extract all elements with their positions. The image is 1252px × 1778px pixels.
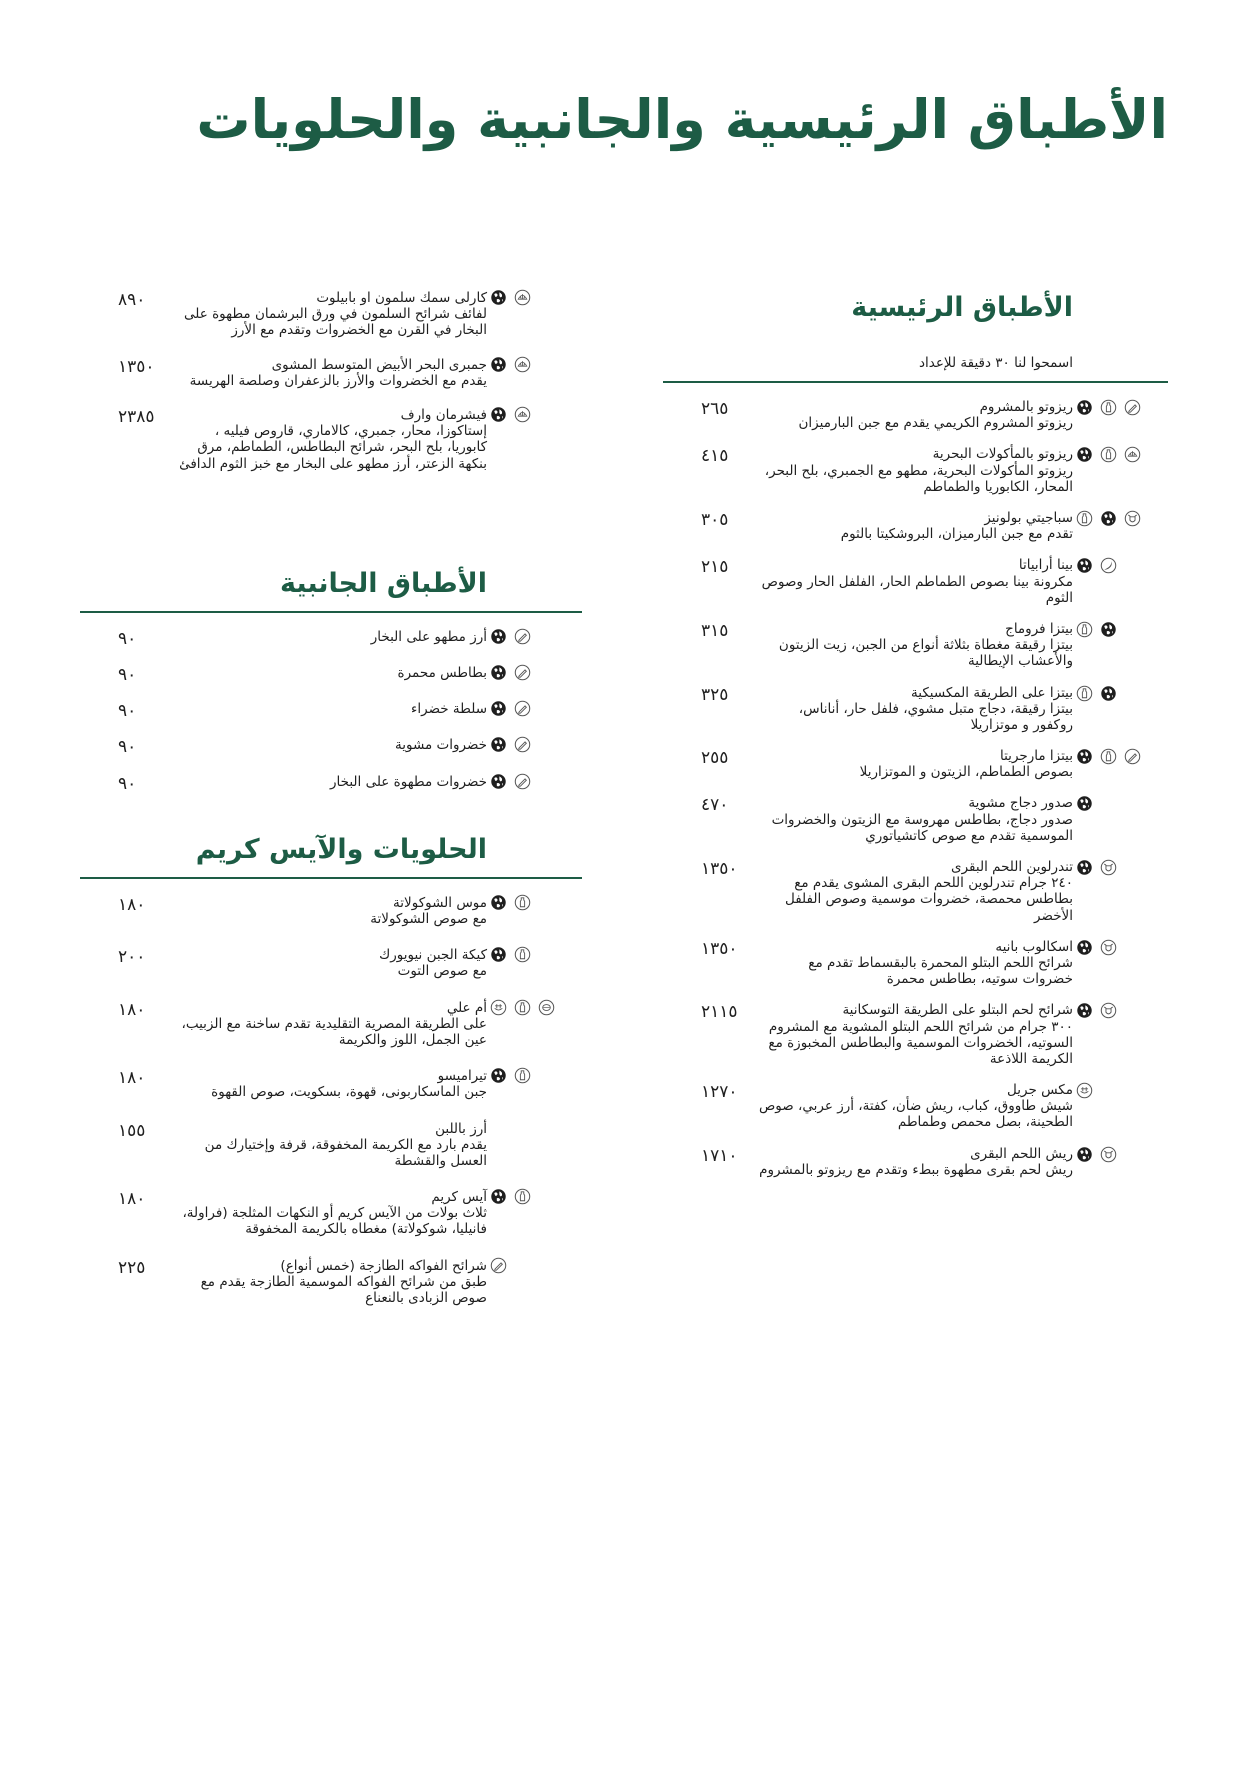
menu-item: [80, 1000, 582, 1049]
menu-item: [80, 664, 582, 685]
pencil-icon: [514, 628, 531, 645]
side-dishes-list: [80, 628, 582, 794]
item-description: يقدم بارد مع الكريمة المخفوقة، قرفة وإختيارك من العسل والقشطة: [204, 1136, 487, 1169]
item-text: [755, 859, 1073, 924]
globe-icon: [1100, 685, 1117, 702]
bottle-icon: [1100, 399, 1117, 416]
dietary-icons: [1076, 795, 1152, 812]
shell-icon: [514, 406, 531, 423]
main-courses-divider: [663, 381, 1168, 383]
item-text: [172, 665, 487, 681]
item-description: لفائف شرائح السلمون في ورق البرشمان مطهوة على البخار في القرن مع الخضروات وتقدم مع الأرز: [184, 306, 487, 339]
side-dishes-divider: [80, 611, 582, 613]
menu-item: [663, 859, 1168, 924]
pencil-icon: [1124, 748, 1141, 765]
bottle-icon: [1076, 685, 1093, 702]
bottle-icon: [1076, 510, 1093, 527]
menu-item: [663, 621, 1168, 670]
menu-item: [80, 357, 582, 389]
item-text: [172, 407, 487, 472]
item-price: ١٣٥٠: [118, 356, 155, 377]
item-text: [172, 701, 487, 717]
globe-icon: [490, 406, 507, 423]
item-description: تقدم مع جبن البارميزان، البروشكيتا بالثوم: [840, 526, 1073, 543]
dietary-icons: [490, 1188, 566, 1205]
globe-icon: [490, 946, 507, 963]
dietary-icons: [1076, 859, 1152, 876]
dietary-icons: [490, 773, 566, 790]
item-price: ١٣٥٠: [701, 938, 738, 959]
item-name: ريزوتو بالمأكولات البحرية: [932, 446, 1073, 463]
globe-icon: [490, 894, 507, 911]
item-price: ٤١٥: [701, 446, 729, 467]
dietary-icons: [490, 894, 566, 911]
page-title: الأطباق الرئيسية والجانبية والحلويات: [196, 88, 1168, 151]
left-column: [80, 290, 582, 1326]
item-price: ٤٧٠: [701, 795, 729, 816]
item-price: ١٢٧٠: [701, 1082, 738, 1103]
item-text: [755, 1082, 1073, 1131]
dietary-icons: [1076, 1146, 1152, 1163]
item-text: [172, 1121, 487, 1170]
cow-icon: [1100, 859, 1117, 876]
item-name: مكس جريل: [1007, 1082, 1073, 1099]
menu-item: [663, 939, 1168, 988]
item-price: ٨٩٠: [118, 290, 146, 310]
dietary-icons: [490, 628, 566, 645]
item-description: شرائح اللحم البتلو المحمرة بالبقسماط تقدم مع خضروات سوتيه، بطاطس محمرة: [808, 954, 1073, 988]
item-name: كيكة الجبن نيويورك: [379, 947, 487, 964]
menu-item: [663, 1146, 1168, 1178]
dietary-icons: [490, 356, 566, 373]
item-name: آيس كريم: [431, 1189, 487, 1206]
item-description: ٢٤٠ جرام تندرلوين اللحم البقرى المشوى يقدم مع بطاطس محمصة، خضروات موسمية وصوص الفلفل الأخضر: [784, 875, 1073, 924]
item-description: شيش طاووق، كباب، ريش ضأن، كفتة، أرز عربي، صوص الطحينة، بصل محمص وطماطم: [758, 1098, 1073, 1131]
item-price: ٢١١٥: [701, 1002, 738, 1023]
item-price: ٩٠: [118, 701, 137, 722]
menu-item: [80, 773, 582, 794]
item-name: فيشرمان وارف: [400, 406, 487, 423]
item-text: [755, 399, 1073, 431]
item-description: ريزوتو المشروم الكريمي يقدم مع جبن البارميزان: [798, 415, 1073, 432]
item-description: جبن الماسكاربونى، قهوة، بسكويت، صوص القهوة: [211, 1084, 487, 1101]
item-name: بينا أرابياتا: [1018, 557, 1073, 574]
item-price: ٩٠: [118, 737, 137, 758]
item-price: ٩٠: [118, 628, 137, 649]
cow-icon: [1100, 1002, 1117, 1019]
pencil-icon: [514, 664, 531, 681]
dietary-icons: [1076, 685, 1152, 702]
globe-icon: [490, 1067, 507, 1084]
menu-item: [663, 748, 1168, 780]
item-price: ١٧١٠: [701, 1145, 738, 1166]
item-name: أرز باللبن: [435, 1120, 487, 1137]
menu-item: [80, 628, 582, 649]
item-description: مكرونة بينا بصوص الطماطم الحار، الفلفل الحار وصوص الثوم: [761, 573, 1073, 606]
halal-icon: [1076, 1082, 1093, 1099]
cow-icon: [1100, 1146, 1117, 1163]
item-price: ٣٠٥: [701, 510, 729, 531]
item-name: بطاطس محمرة: [397, 664, 487, 681]
item-text: [172, 895, 487, 927]
menu-item: [80, 947, 582, 979]
bottle-icon: [514, 999, 531, 1016]
item-price: ٢٢٥: [118, 1257, 146, 1278]
item-name: شرائح الفواكه الطازجة (خمس أنواع): [280, 1257, 487, 1274]
dietary-icons: [1076, 1002, 1152, 1019]
dietary-icons: [1076, 1082, 1152, 1099]
dietary-icons: [1076, 557, 1152, 574]
globe-icon: [1100, 510, 1117, 527]
menu-item: [663, 1002, 1168, 1067]
item-price: ٩٠: [118, 773, 137, 794]
item-price: ١٨٠: [118, 1189, 146, 1210]
item-text: [755, 939, 1073, 988]
dietary-icons: [1076, 621, 1152, 638]
item-text: [172, 737, 487, 753]
menu-item: [80, 1121, 582, 1170]
menu-item: [80, 290, 582, 339]
menu-item: [80, 737, 582, 758]
menu-item: [663, 510, 1168, 542]
cow-icon: [1100, 939, 1117, 956]
dietary-icons: [490, 946, 566, 963]
item-name: موس الشوكولاتة: [393, 894, 487, 911]
item-price: ٣١٥: [701, 620, 729, 641]
dietary-icons: [490, 289, 566, 306]
side-dishes-title: الأطباق الجانبية: [279, 567, 487, 599]
item-description: صدور دجاج، بطاطس مهروسة مع الزيتون والخضروات الموسمية تقدم مع صوص كاتشياتوري: [771, 811, 1073, 844]
item-description: بيتزا رقيقة مغطاة بثلاثة أنواع من الجبن، زيت الزيتون والأعشاب الإيطالية: [778, 637, 1073, 670]
item-name: تيراميسو: [437, 1068, 487, 1085]
item-price: ٢١٥: [701, 557, 729, 578]
pencil-icon: [514, 700, 531, 717]
chili-icon: [1100, 557, 1117, 574]
item-text: [755, 748, 1073, 780]
item-name: أم علي: [446, 999, 487, 1016]
item-name: سباجيتي بولونيز: [984, 510, 1073, 527]
dietary-icons: [1076, 399, 1152, 416]
menu-item: [80, 407, 582, 472]
pencil-icon: [514, 736, 531, 753]
menu-item: [663, 557, 1168, 606]
menu-item: [80, 701, 582, 722]
item-text: [172, 1258, 487, 1307]
item-name: خضروات مطهوة على البخار: [330, 773, 487, 790]
item-text: [755, 510, 1073, 542]
globe-icon: [490, 1188, 507, 1205]
item-price: ١٣٥٠: [701, 859, 738, 880]
item-price: ٢٠٠: [118, 947, 146, 968]
menu-item: [663, 795, 1168, 844]
item-price: ٣٢٥: [701, 684, 729, 705]
dietary-icons: [490, 1067, 566, 1084]
desserts-list: [80, 895, 582, 1306]
item-description: مع صوص التوت: [397, 963, 487, 980]
item-name: ريش اللحم البقرى: [970, 1145, 1073, 1162]
item-price: ١٥٥: [118, 1120, 146, 1141]
nut-icon: [538, 999, 555, 1016]
item-name: أرز مطهو على البخار: [370, 628, 487, 645]
bottle-icon: [514, 946, 531, 963]
shell-icon: [514, 356, 531, 373]
pencil-icon: [514, 773, 531, 790]
globe-icon: [490, 356, 507, 373]
item-text: [172, 290, 487, 339]
item-text: [172, 1000, 487, 1049]
globe-icon: [1076, 446, 1093, 463]
main-courses-note: اسمحوا لنا ٣٠ دقيقة للإعداد: [919, 355, 1073, 372]
shell-icon: [514, 289, 531, 306]
desserts-title: الحلويات والآيس كريم: [195, 833, 487, 865]
item-description: مع صوص الشوكولاتة: [370, 911, 487, 927]
pencil-icon: [1124, 399, 1141, 416]
globe-icon: [1076, 859, 1093, 876]
item-text: [172, 629, 487, 645]
menu-item: [80, 1189, 582, 1238]
menu-item: [80, 895, 582, 927]
item-name: تندرلوين اللحم البقرى: [951, 859, 1073, 876]
dietary-icons: [1076, 748, 1152, 765]
item-name: اسكالوب بانيه: [995, 938, 1073, 955]
item-description: يقدم مع الخضروات والأرز بالزعفران وصلصة الهريسة: [189, 372, 487, 389]
menu-item: [663, 685, 1168, 734]
item-description: ثلاث بولات من الآيس كريم أو النكهات المثلجة (فراولة، فانيليا، شوكولاتة) مغطاه بالكريمة المخفوقة: [182, 1205, 487, 1238]
bottle-icon: [514, 1188, 531, 1205]
shell-icon: [1124, 446, 1141, 463]
item-price: ٢٥٥: [701, 748, 729, 769]
cow-icon: [1124, 510, 1141, 527]
dietary-icons: [1076, 510, 1152, 527]
item-text: [172, 1068, 487, 1100]
halal-icon: [490, 999, 507, 1016]
item-text: [755, 795, 1073, 844]
seafood-list: [80, 290, 582, 472]
item-description: إستاكوزا، محار، جمبري، كالاماري، قاروص فيليه ، كابوريا، بلح البحر، شرائح البطاطس، الطماطم، مرق بنكهة الزعتر، أرز مطهو على البخار مع خبز الثوم الدافئ: [179, 423, 487, 472]
item-name: بيتزا على الطريقة المكسيكية: [911, 684, 1073, 701]
menu-item: [663, 1082, 1168, 1131]
item-text: [755, 685, 1073, 734]
item-description: بصوص الطماطم، الزيتون و الموتزاريلا: [859, 764, 1073, 781]
item-name: بيتزا فروماج: [1005, 620, 1073, 637]
globe-icon: [490, 700, 507, 717]
main-courses-title: الأطباق الرئيسية: [851, 292, 1073, 323]
bottle-icon: [1076, 621, 1093, 638]
menu-item: [663, 446, 1168, 495]
item-description: ريش لحم بقرى مطهوة ببطء وتقدم مع ريزوتو بالمشروم: [759, 1161, 1073, 1178]
item-text: [755, 446, 1073, 495]
item-name: جمبرى البحر الأبيض المتوسط المشوى: [271, 356, 487, 373]
bottle-icon: [514, 894, 531, 911]
item-name: ريزوتو بالمشروم: [979, 399, 1073, 416]
item-description: ٣٠٠ جرام من شرائح اللحم البتلو المشوية مع المشروم السوتيه، الخضروات الموسمية والبطاطس المخبوزة مع الكريمة اللاذعة: [768, 1018, 1073, 1067]
pencil-icon: [490, 1257, 507, 1274]
item-description: بيتزا رقيقة، دجاج متبل مشوي، فلفل حار، أناناس، روكفور و موتزاريلا: [798, 700, 1073, 733]
globe-icon: [1076, 795, 1093, 812]
item-text: [755, 557, 1073, 606]
dietary-icons: [1076, 939, 1152, 956]
item-price: ١٨٠: [118, 1068, 146, 1089]
globe-icon: [490, 289, 507, 306]
item-text: [172, 947, 487, 979]
item-price: ١٨٠: [118, 999, 146, 1020]
dietary-icons: [490, 700, 566, 717]
item-text: [172, 1189, 487, 1238]
item-text: [755, 621, 1073, 670]
globe-icon: [1076, 1002, 1093, 1019]
dietary-icons: [490, 406, 566, 423]
globe-icon: [490, 628, 507, 645]
menu-item: [80, 1258, 582, 1307]
menu-item: [663, 399, 1168, 431]
bottle-icon: [514, 1067, 531, 1084]
dietary-icons: [490, 999, 566, 1016]
item-text: [172, 774, 487, 790]
item-price: ١٨٠: [118, 894, 146, 915]
dietary-icons: [1076, 446, 1152, 463]
globe-icon: [1100, 621, 1117, 638]
main-courses-list: [663, 399, 1168, 1178]
bottle-icon: [1100, 446, 1117, 463]
dietary-icons: [490, 664, 566, 681]
item-text: [755, 1146, 1073, 1178]
item-name: كارلى سمك سلمون او بابيلوت: [316, 290, 487, 306]
globe-icon: [1076, 1146, 1093, 1163]
globe-icon: [490, 773, 507, 790]
menu-item: [80, 1068, 582, 1100]
item-price: ٩٠: [118, 664, 137, 685]
item-description: على الطريقة المصرية التقليدية تقدم ساخنة مع الزبيب، عين الجمل، اللوز والكريمة: [181, 1015, 487, 1048]
globe-icon: [1076, 557, 1093, 574]
item-price: ٢٦٥: [701, 399, 729, 420]
globe-icon: [1076, 399, 1093, 416]
item-price: ٢٣٨٥: [118, 406, 155, 427]
item-name: بيتزا مارجريتا: [1000, 748, 1073, 765]
globe-icon: [1076, 939, 1093, 956]
dietary-icons: [490, 736, 566, 753]
item-name: سلطة خضراء: [411, 701, 487, 718]
item-text: [755, 1002, 1073, 1067]
globe-icon: [490, 736, 507, 753]
item-description: طبق من شرائح الفواكه الموسمية الطازجة يقدم مع صوص الزبادى بالنعناع: [200, 1273, 487, 1306]
globe-icon: [490, 664, 507, 681]
item-name: صدور دجاج مشوية: [968, 795, 1073, 812]
item-name: شرائح لحم البتلو على الطريقة التوسكانية: [842, 1002, 1073, 1019]
bottle-icon: [1100, 748, 1117, 765]
desserts-divider: [80, 877, 582, 879]
item-text: [172, 357, 487, 389]
main-courses-section: [663, 290, 1168, 1193]
dietary-icons: [490, 1257, 566, 1274]
item-description: ريزوتو المأكولات البحرية، مطهو مع الجمبري، بلح البحر، المحار، الكابوريا والطماطم: [764, 462, 1073, 495]
item-name: خضروات مشوية: [394, 737, 487, 754]
globe-icon: [1076, 748, 1093, 765]
